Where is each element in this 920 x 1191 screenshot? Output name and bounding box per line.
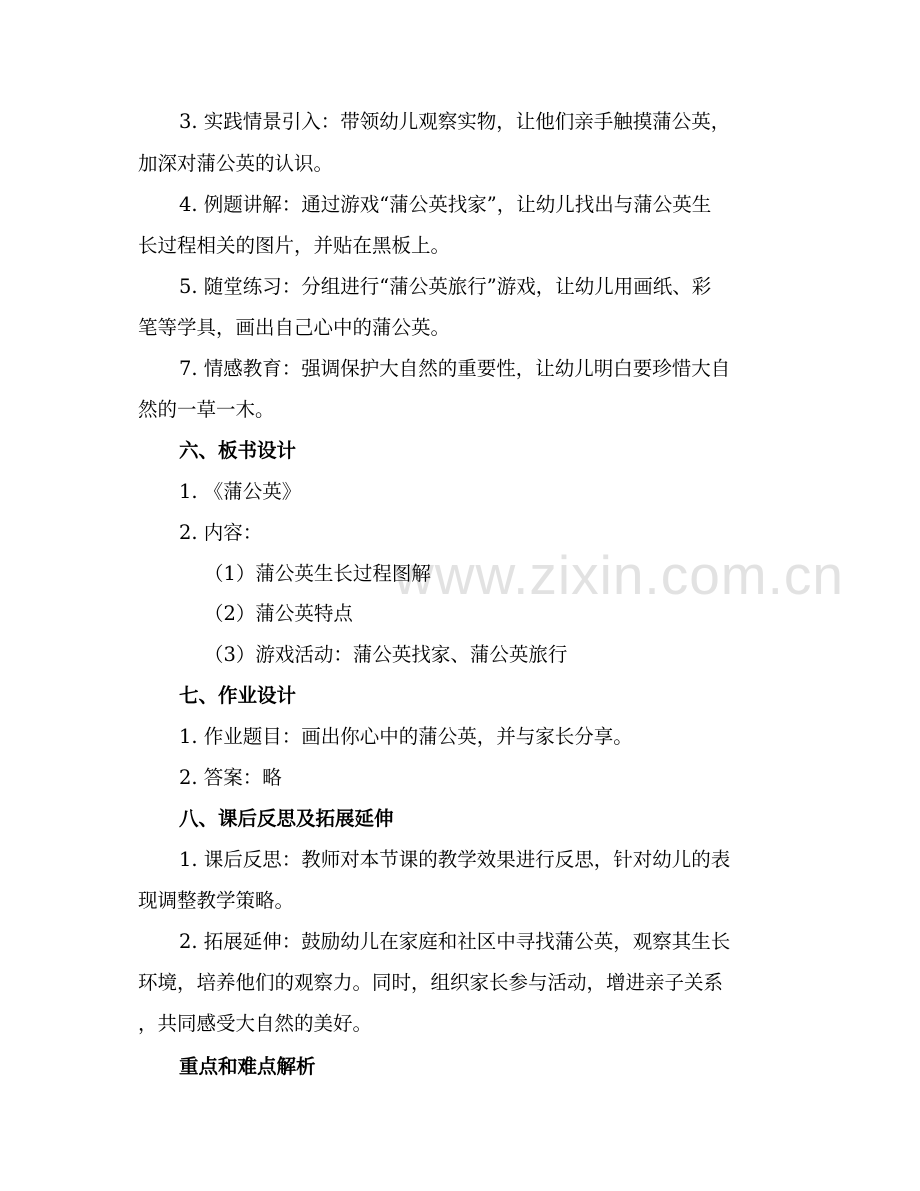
reflection-item-2: 2. 拓展延伸：鼓励幼儿在家庭和社区中寻找蒲公英，观察其生长 — [179, 930, 731, 953]
item-5-continued: 笔等学具，画出自己心中的蒲公英。 — [138, 316, 451, 339]
board-subitem-3: （3）游戏活动：蒲公英找家、蒲公英旅行 — [204, 643, 568, 666]
reflection-item-2-continued-2: ，共同感受大自然的美好。 — [138, 1012, 373, 1035]
item-3-practice-intro: 3. 实践情景引入：带领幼儿观察实物，让他们亲手触摸蒲公英， — [179, 110, 731, 133]
item-7-emotion: 7. 情感教育：强调保护大自然的重要性，让幼儿明白要珍惜大自 — [179, 357, 731, 380]
section-heading-reflection: 八、课后反思及拓展延伸 — [179, 807, 394, 830]
section-heading-key-points: 重点和难点解析 — [179, 1055, 316, 1078]
board-item-1: 1. 《蒲公英》 — [179, 480, 302, 503]
section-heading-homework: 七、作业设计 — [179, 684, 297, 707]
item-5-practice: 5. 随堂练习：分组进行“蒲公英旅行”游戏，让幼儿用画纸、彩 — [179, 275, 712, 298]
watermark: www.zixin.com.cn — [394, 544, 844, 606]
section-heading-board-design: 六、板书设计 — [179, 439, 297, 462]
item-3-continued: 加深对蒲公英的认识。 — [138, 152, 334, 175]
item-4-continued: 长过程相关的图片，并贴在黑板上。 — [138, 234, 451, 257]
reflection-item-1: 1. 课后反思：教师对本节课的教学效果进行反思，针对幼儿的表 — [179, 848, 731, 871]
item-7-continued: 然的一草一木。 — [138, 398, 275, 421]
homework-item-2: 2. 答案：略 — [179, 766, 282, 789]
item-4-example: 4. 例题讲解：通过游戏“蒲公英找家”，让幼儿找出与蒲公英生 — [179, 193, 712, 216]
board-subitem-2: （2）蒲公英特点 — [204, 602, 353, 625]
board-subitem-1: （1）蒲公英生长过程图解 — [204, 562, 431, 585]
board-item-2: 2. 内容： — [179, 521, 263, 544]
reflection-item-2-continued: 环境，培养他们的观察力。同时，组织家长参与活动，增进亲子关系 — [138, 971, 724, 994]
reflection-item-1-continued: 现调整教学策略。 — [138, 889, 295, 912]
homework-item-1: 1. 作业题目：画出你心中的蒲公英，并与家长分享。 — [179, 725, 633, 748]
